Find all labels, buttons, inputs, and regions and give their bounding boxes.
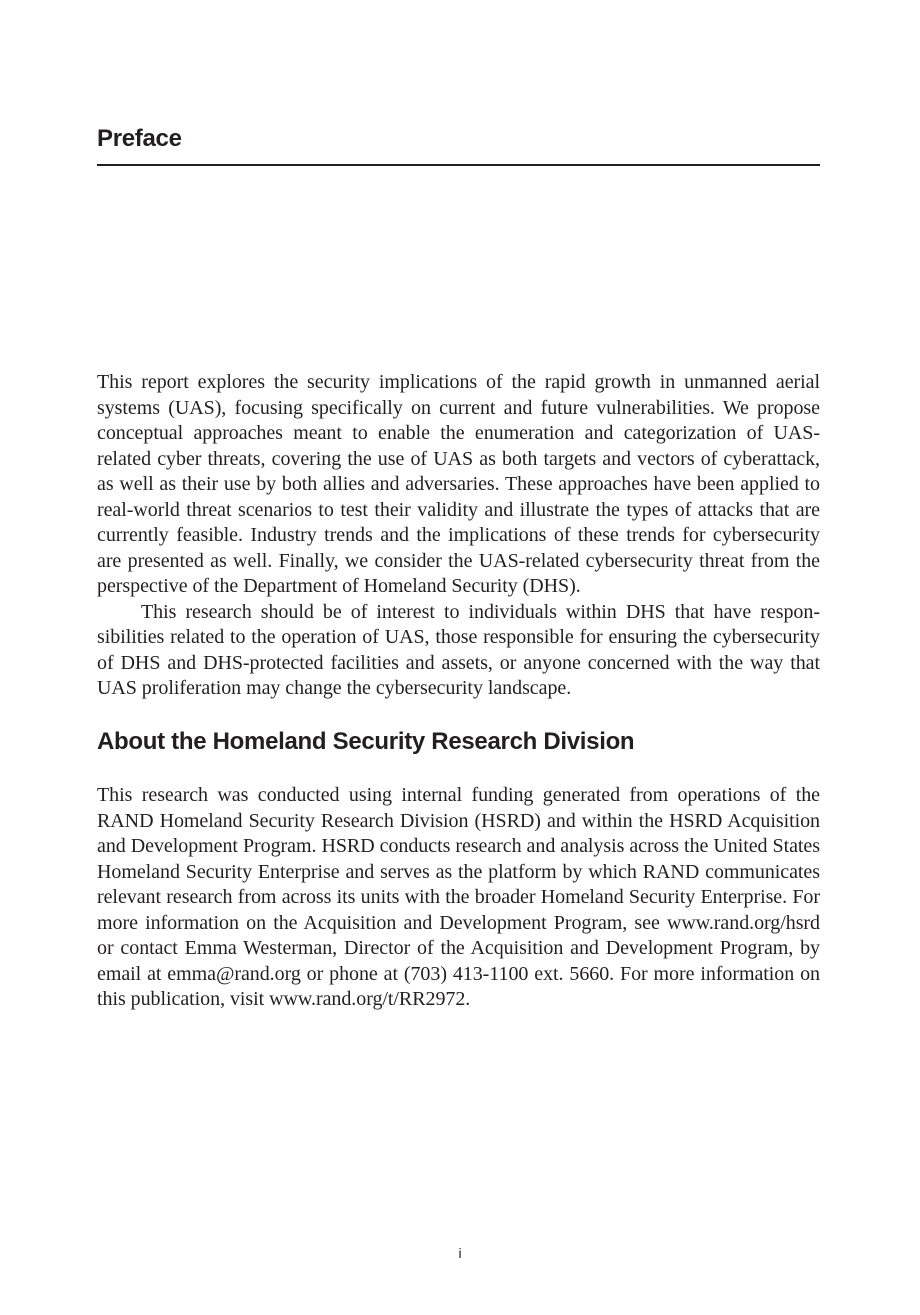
preface-paragraph-2: This research should be of interest to individuals within DHS that have responsibilities related to the operation of UAS, those responsible for ensuring the cybersecurity of DHS and DHS-protected facilities and assets, or anyone concerned with the way that UAS proliferation may change the cybersecurity landscape. — [97, 600, 820, 699]
title-rule-divider — [97, 164, 820, 166]
about-hsrd-body — [97, 783, 820, 1013]
about-hsrd-heading: About the Homeland Security Research Division — [97, 728, 635, 755]
preface-body — [97, 370, 820, 702]
preface-paragraph-1: This report explores the security implications of the rapid growth in unmanned aerial systems (UAS), focusing specifically on current and future vulnerabilities. We propose conceptual approaches meant to enable the enumeration and categorization of UAS-related cyber threats, covering the use of UAS as both targets and vectors of cyberattack, as well as their use by both allies and adversaries. These approaches have been applied to real-world threat scenarios to test their validity and illustrate the types of attacks that are currently feasible. Industry trends and the implications of these trends for cybersecurity are presented as well. Finally, we consider the UAS-related cybersecurity threat from the perspective of the Department of Homeland Security (DHS). — [97, 371, 820, 597]
preface-heading: Preface — [97, 125, 182, 152]
about-hsrd-paragraph: This research was conducted using internal funding generated from operations of the RAND Homeland Security Research Division (HSRD) and within the HSRD Acquisition and Development Program. HSRD conducts research and analysis across the United States Homeland Security Enterprise and serves as the platform by which RAND communicates relevant research from across its units with the broader Homeland Security Enterprise. For more information on the Acquisition and Development Program, see www.rand.org/hsrd or contact Emma Westerman, Director of the Acquisition and Development Program, by email at emma@rand.org or phone at (703) 413-1100 ext. 5660. For more information on this publication, visit www.rand.org/t/​RR2972. — [97, 784, 820, 1010]
page-number: i — [458, 1245, 462, 1261]
